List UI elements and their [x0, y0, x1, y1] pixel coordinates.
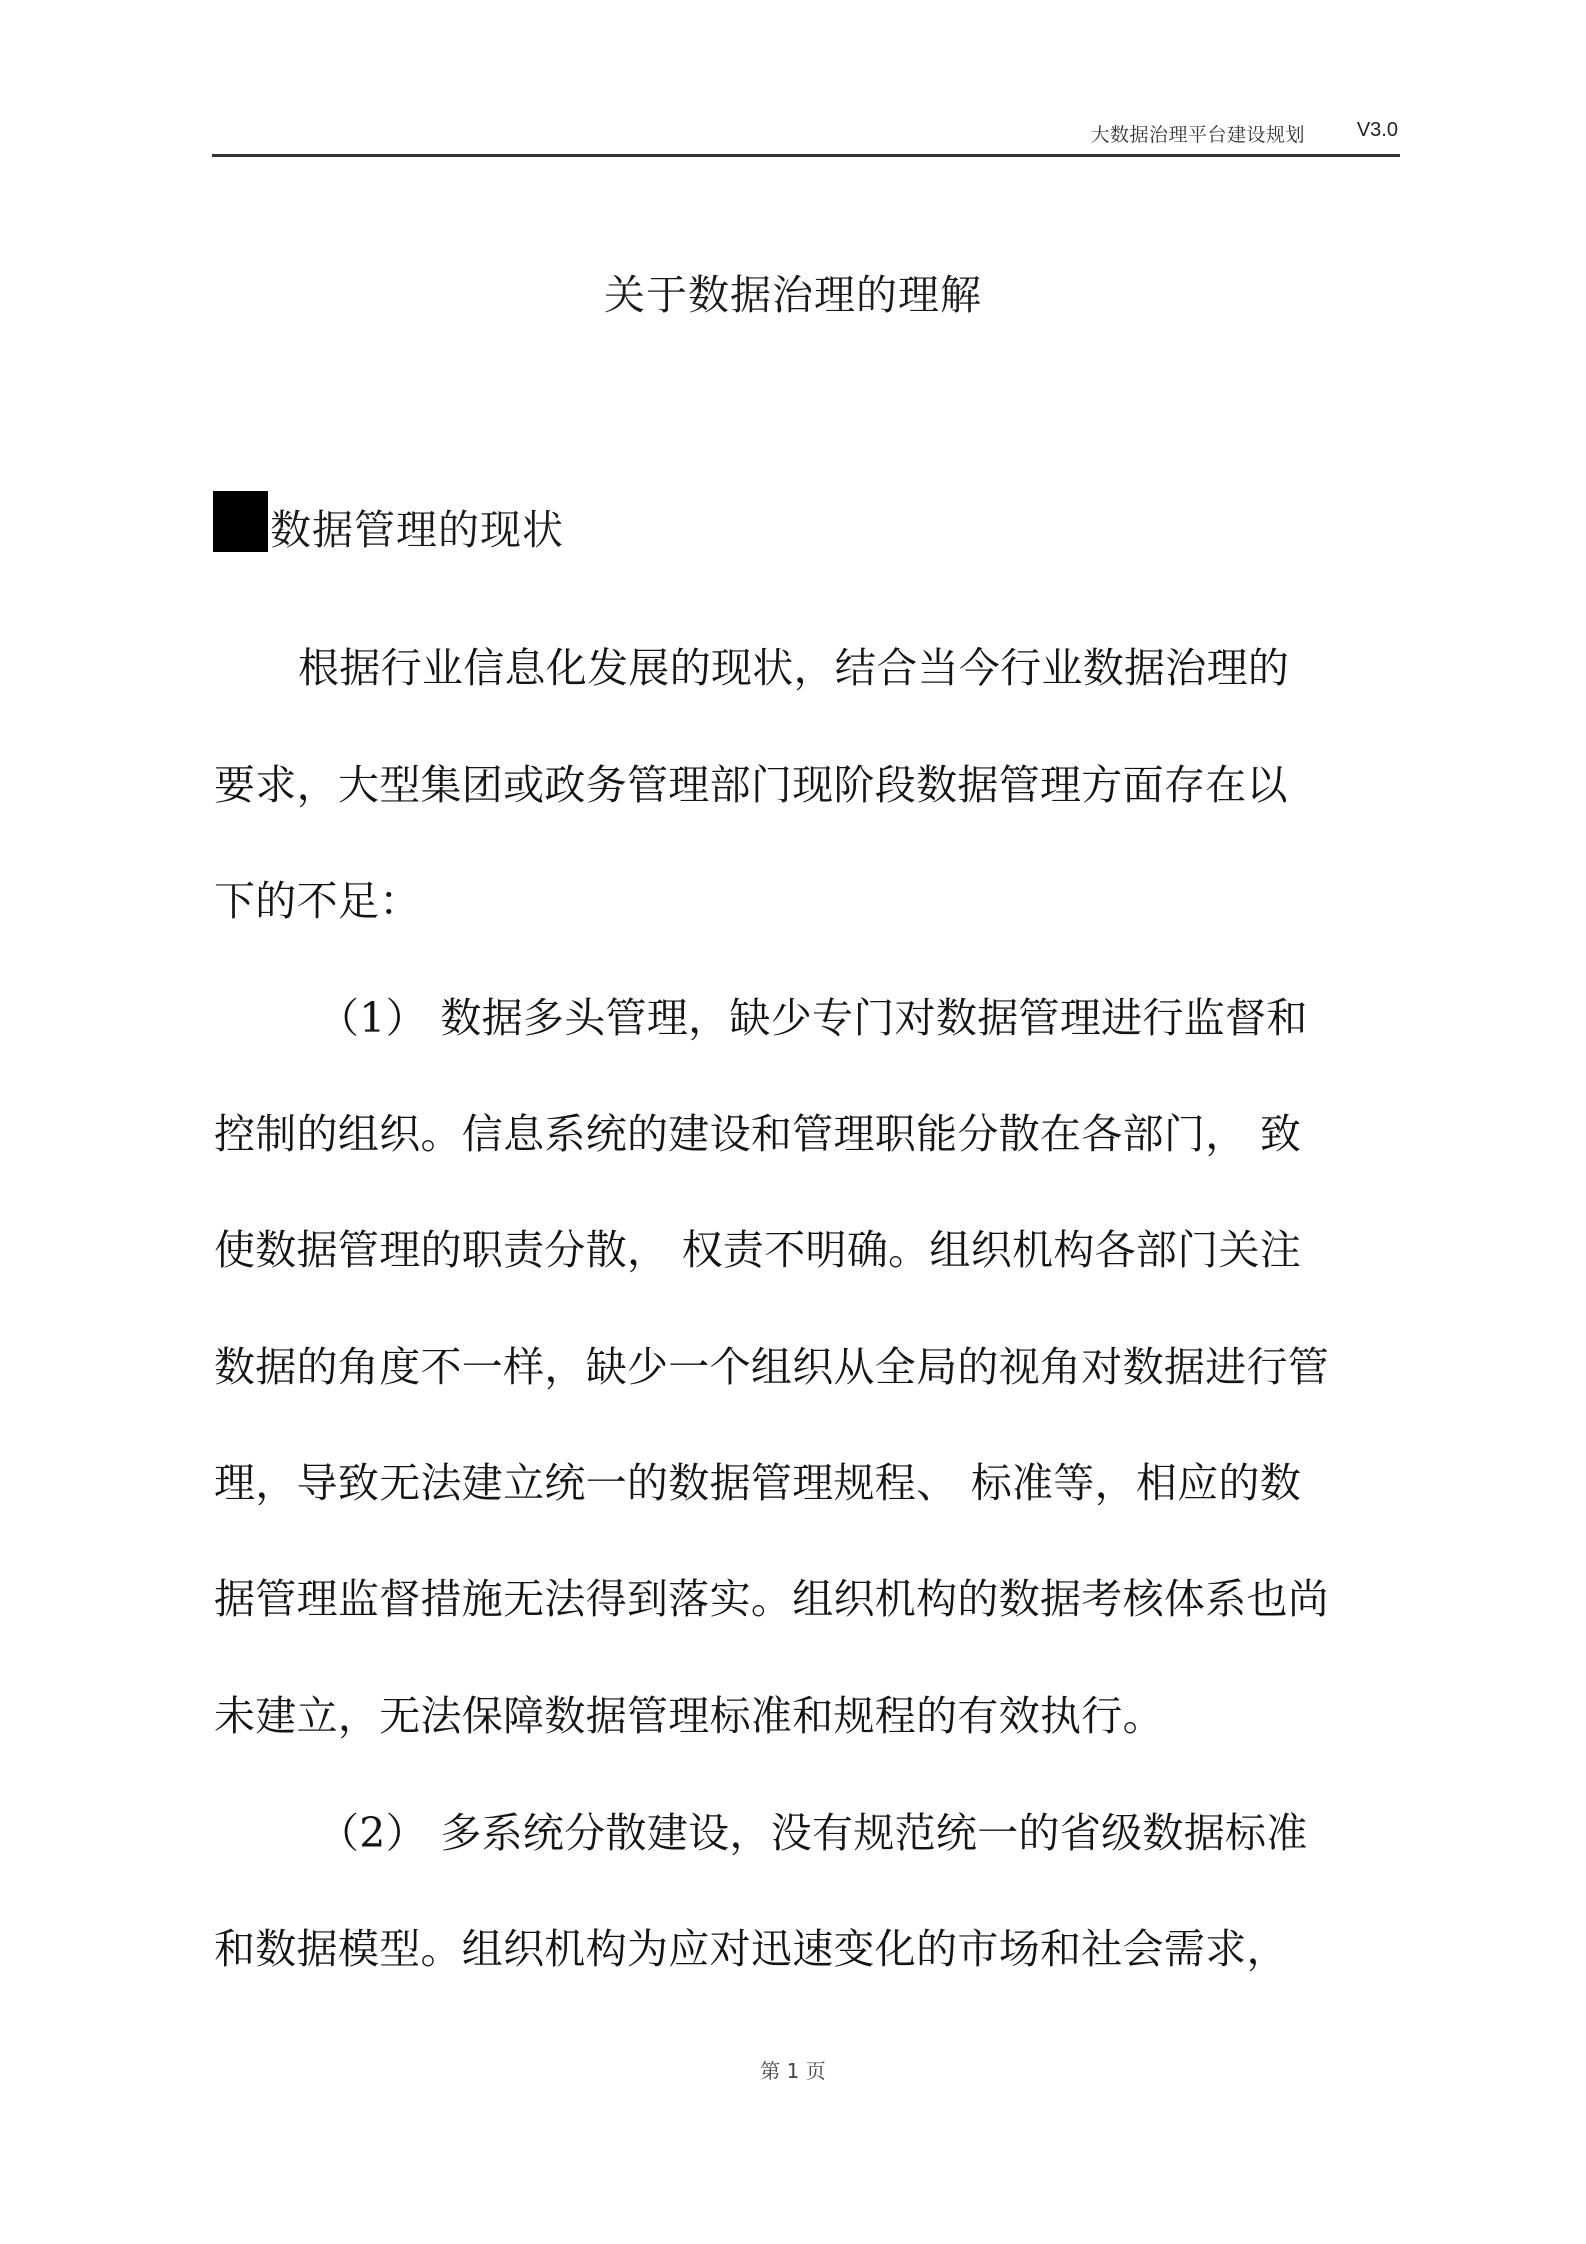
- header-divider: [212, 154, 1400, 157]
- paragraph-line: 理，导致无法建立统一的数据管理规程、 标准等，相应的数: [214, 1459, 1302, 1507]
- black-square-bullet-icon: [213, 491, 268, 552]
- paragraph-line: 和数据模型。组织机构为应对迅速变化的市场和社会需求，: [214, 1925, 1288, 1973]
- page-header: [212, 112, 1400, 156]
- paragraph-line: 控制的组织。信息系统的建设和管理职能分散在各部门， 致: [214, 1110, 1302, 1158]
- paragraph-line: 要求，大型集团或政务管理部门现阶段数据管理方面存在以: [214, 761, 1288, 809]
- paragraph-line: 据管理监督措施无法得到落实。组织机构的数据考核体系也尚: [214, 1575, 1330, 1623]
- header-version: V3.0: [1356, 119, 1398, 141]
- paragraph-line: 根据行业信息化发展的现状，结合当今行业数据治理的: [298, 644, 1290, 692]
- paragraph-line: 数据的角度不一样，缺少一个组织从全局的视角对数据进行管: [214, 1343, 1330, 1391]
- page-title: 关于数据治理的理解: [604, 271, 982, 319]
- section-heading-text: 数据管理的现状: [270, 505, 564, 554]
- section-heading: [213, 490, 564, 552]
- page-number: 第 1 页: [760, 2059, 826, 2083]
- paragraph-line: 下的不足：: [214, 877, 421, 925]
- paragraph-line: 使数据管理的职责分散， 权责不明确。组织机构各部门关注: [214, 1226, 1302, 1274]
- list-item-1-line: （1） 数据多头管理，缺少专门对数据管理进行监督和: [318, 994, 1308, 1042]
- header-document-title: 大数据治理平台建设规划: [1090, 124, 1305, 146]
- list-item-2-line: （2） 多系统分散建设，没有规范统一的省级数据标准: [318, 1809, 1308, 1857]
- paragraph-line: 未建立，无法保障数据管理标准和规程的有效执行。: [214, 1692, 1164, 1740]
